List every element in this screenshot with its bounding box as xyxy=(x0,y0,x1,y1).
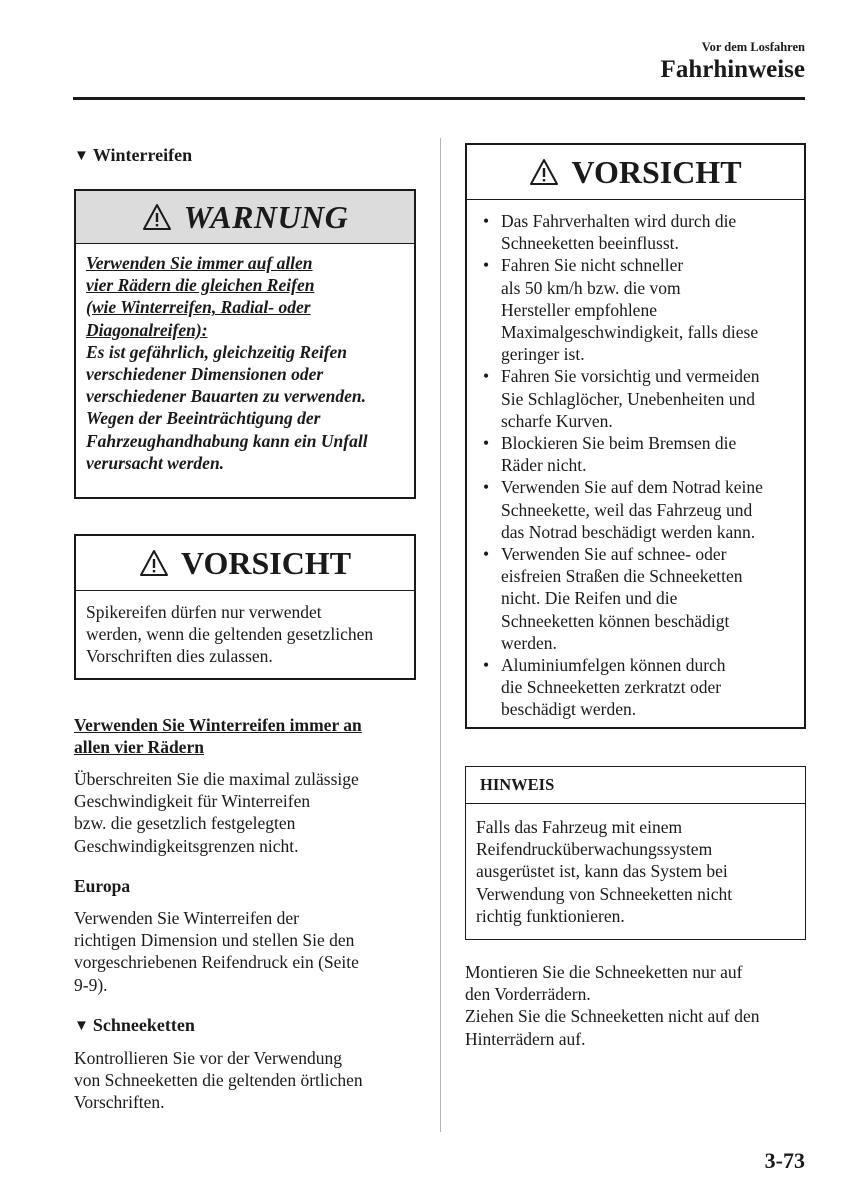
warning-triangle-icon xyxy=(529,157,559,187)
caution-box-spikes xyxy=(74,534,416,680)
warning-text: Verwenden Sie immer auf allen vier Rädern die gleichen Reifen (wie Winterreifen, Radial- oder Diagonalreifen): Es ist gefährlich, gleichzeitig Reifen verschiedener Dimensionen oder verschiedener Bauarten zu verwenden. Wegen der Beeinträchtigung der Fahrzeughandhabung kann ein Unfall verursacht werden. xyxy=(86,253,368,473)
mounting-paragraph: Montieren Sie die Schneeketten nur auf den Vorderrädern. Ziehen Sie die Schneeketten nicht auf den Hinterrädern auf. xyxy=(465,962,760,1049)
europa-heading: Europa xyxy=(74,876,131,896)
winter-tires-heading: ▼ Winterreifen xyxy=(74,145,193,165)
list-item: • Fahren Sie nicht schneller als 50 km/h bzw. die vom Hersteller empfohlene Maximalgeschwindigkeit, falls diese geringer ist. xyxy=(477,254,794,365)
note-box xyxy=(465,766,806,940)
list-item: • Fahren Sie vorsichtig und vermeiden Sie Schlaglöcher, Unebenheiten und scharfe Kurven. xyxy=(477,365,794,432)
header-rule xyxy=(73,97,805,100)
europa-paragraph: Verwenden Sie Winterreifen der richtigen Dimension und stellen Sie den vorgeschriebenen Reifendruck ein (Seite 9-9). xyxy=(74,908,359,995)
caution-title: VORSICHT xyxy=(180,544,352,581)
column-divider xyxy=(440,138,441,1132)
list-item: • Verwenden Sie auf schnee- oder eisfreien Straßen die Schneeketten nicht. Die Reifen und die Schneeketten können beschädigt werden. xyxy=(477,543,794,654)
winter-all-wheels-subheading: Verwenden Sie Winterreifen immer an allen vier Rädern xyxy=(74,715,362,758)
list-item: • Aluminiumfelgen können durch die Schneeketten zerkratzt oder beschädigt werden. xyxy=(477,654,794,721)
chains-regulations-paragraph: Kontrollieren Sie vor der Verwendung von Schneeketten die geltenden örtlichen Vorschriften. xyxy=(74,1048,363,1113)
list-item: • Blockieren Sie beim Bremsen die Räder nicht. xyxy=(477,432,794,476)
warning-triangle-icon xyxy=(142,202,172,232)
warning-header xyxy=(76,191,414,244)
warning-triangle-icon xyxy=(139,548,169,578)
caution-box-chains xyxy=(465,143,806,729)
caution-header xyxy=(76,536,414,591)
page-number: 3-73 xyxy=(764,1148,805,1173)
triangle-down-icon: ▼ xyxy=(74,148,89,164)
caution-bullets xyxy=(467,200,804,733)
note-text: Falls das Fahrzeug mit einem Reifendrucküberwachungssystem ausgerüstet ist, kann das System bei Verwendung von Schneeketten nicht richtig funktionieren. xyxy=(476,817,733,926)
warning-box xyxy=(74,189,416,499)
caution-title: VORSICHT xyxy=(571,153,742,190)
caution-text: Spikereifen dürfen nur verwendet werden, wenn die geltenden gesetzlichen Vorschriften dies zulassen. xyxy=(86,602,374,667)
speed-limit-paragraph: Überschreiten Sie die maximal zulässige Geschwindigkeit für Winterreifen bzw. die gesetzlich festgelegten Geschwindigkeitsgrenzen nicht. xyxy=(74,769,359,856)
list-item: • Verwenden Sie auf dem Notrad keine Schneekette, weil das Fahrzeug und das Notrad beschädigt werden kann. xyxy=(477,476,794,543)
note-title: HINWEIS xyxy=(466,767,805,804)
snow-chains-heading: ▼ Schneeketten xyxy=(74,1015,195,1035)
list-item: • Das Fahrverhalten wird durch die Schneeketten beeinflusst. xyxy=(477,210,794,254)
page-title: Fahrhinweise xyxy=(660,56,805,83)
triangle-down-icon: ▼ xyxy=(74,1018,89,1034)
caution-header xyxy=(467,145,804,200)
section-label: Vor dem Losfahren xyxy=(701,40,805,54)
warning-title: WARNUNG xyxy=(183,198,349,235)
